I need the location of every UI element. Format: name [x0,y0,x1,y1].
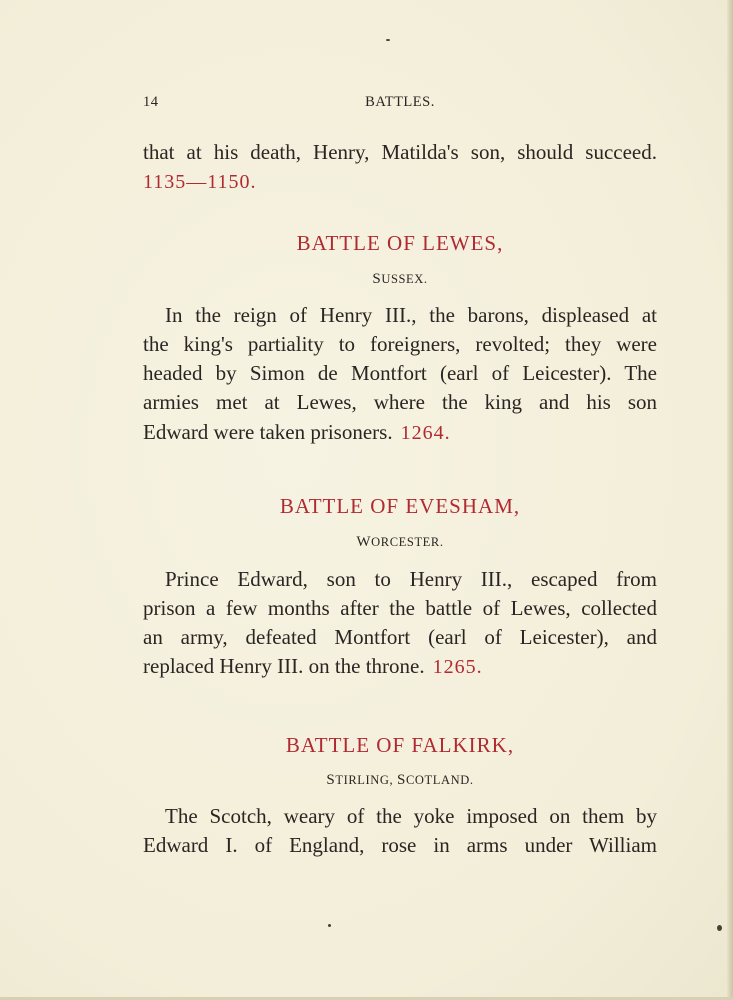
running-header [143,94,657,114]
body-line: prison a few months after the battle of Lewes, collected [143,596,657,620]
body-line: an army, defeated Montfort (earl of Leicester), and [143,625,657,649]
place-name: STIRLING, SCOTLAND. [326,772,474,788]
body-line-last [143,418,657,448]
date: 1264. [400,422,451,444]
section-heading: BATTLE OF LEWES, [296,231,504,255]
running-title: BATTLES. [365,94,435,110]
body-line: headed by Simon de Montfort (earl of Leicester). The [143,361,657,385]
body-line: Edward I. of England, rose in arms under William [143,833,657,857]
body-line: armies met at Lewes, where the king and his son [143,390,657,414]
section-heading: BATTLE OF EVESHAM, [279,494,521,518]
date-range: 1135—1150. [143,171,257,193]
body-line-last [143,652,657,682]
page-edge [727,0,733,1000]
speck [328,924,331,927]
place-name: WORCESTER. [356,534,444,550]
place-name: SUSSEX. [372,271,428,287]
body-line: Prince Edward, son to Henry III., escaped from [165,567,657,591]
body-line: The Scotch, weary of the yoke imposed on them by [165,804,657,828]
speck [717,925,722,931]
date: 1265. [432,656,483,678]
body-line: that at his death, Henry, Matilda's son, should succeed. [143,140,657,164]
body-line: In the reign of Henry III., the barons, displeased at [165,303,657,327]
body-text: replaced Henry III. on the throne. [143,654,425,678]
section-heading: BATTLE OF FALKIRK, [285,733,515,757]
body-line: the king's partiality to foreigners, revolted; they were [143,332,657,356]
body-text: Edward were taken prisoners. [143,420,393,444]
page-number: 14 [143,94,159,110]
speck [386,39,390,41]
